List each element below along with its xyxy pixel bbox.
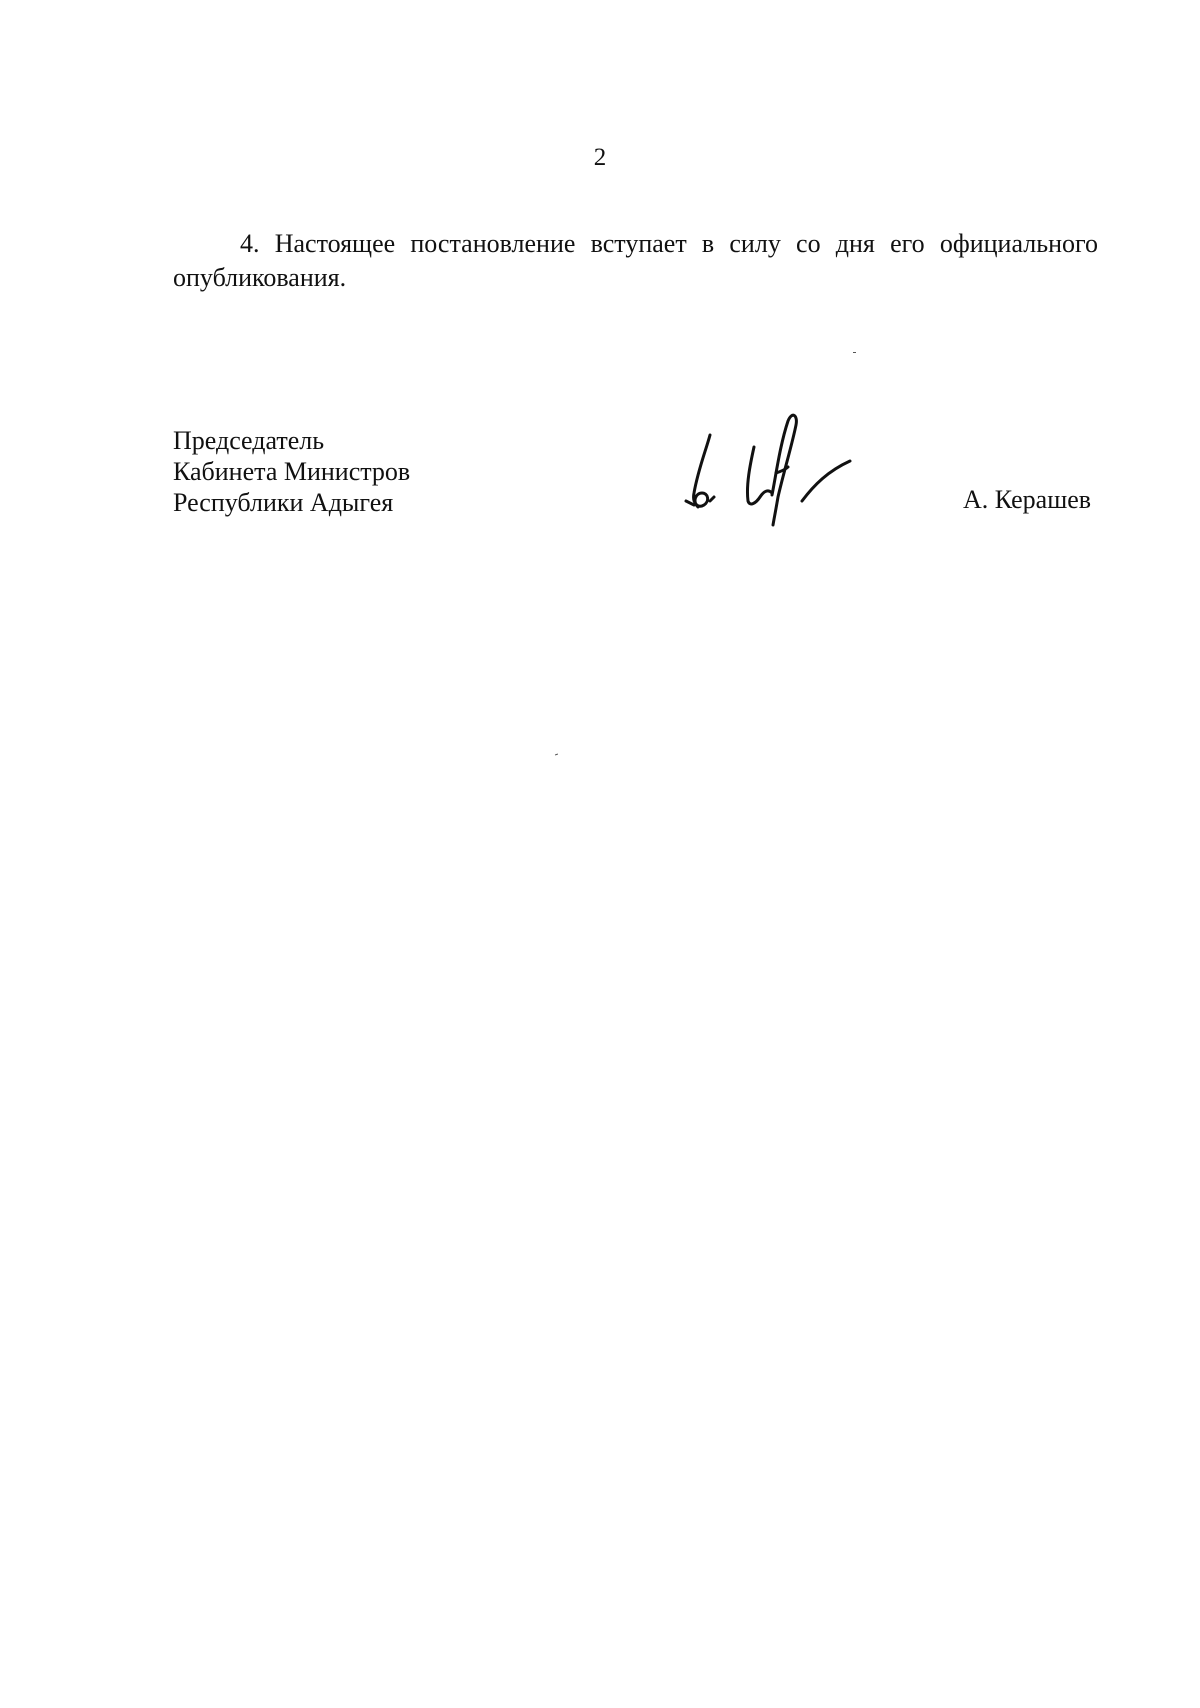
- signer-name: А. Керашев: [963, 485, 1092, 514]
- position-line: Республики Адыгея: [173, 488, 394, 517]
- scan-speck: [555, 754, 558, 756]
- position-line: Кабинета Министров: [173, 457, 411, 486]
- handwritten-signature: [680, 405, 860, 535]
- scan-speck: [853, 352, 856, 353]
- signatory-position: [173, 425, 410, 518]
- position-line: Председатель: [173, 426, 325, 455]
- body-paragraph: 4. Настоящее постановление вступает в силу со дня его официального опубликования.: [173, 229, 1098, 292]
- page-number: 2: [593, 144, 607, 171]
